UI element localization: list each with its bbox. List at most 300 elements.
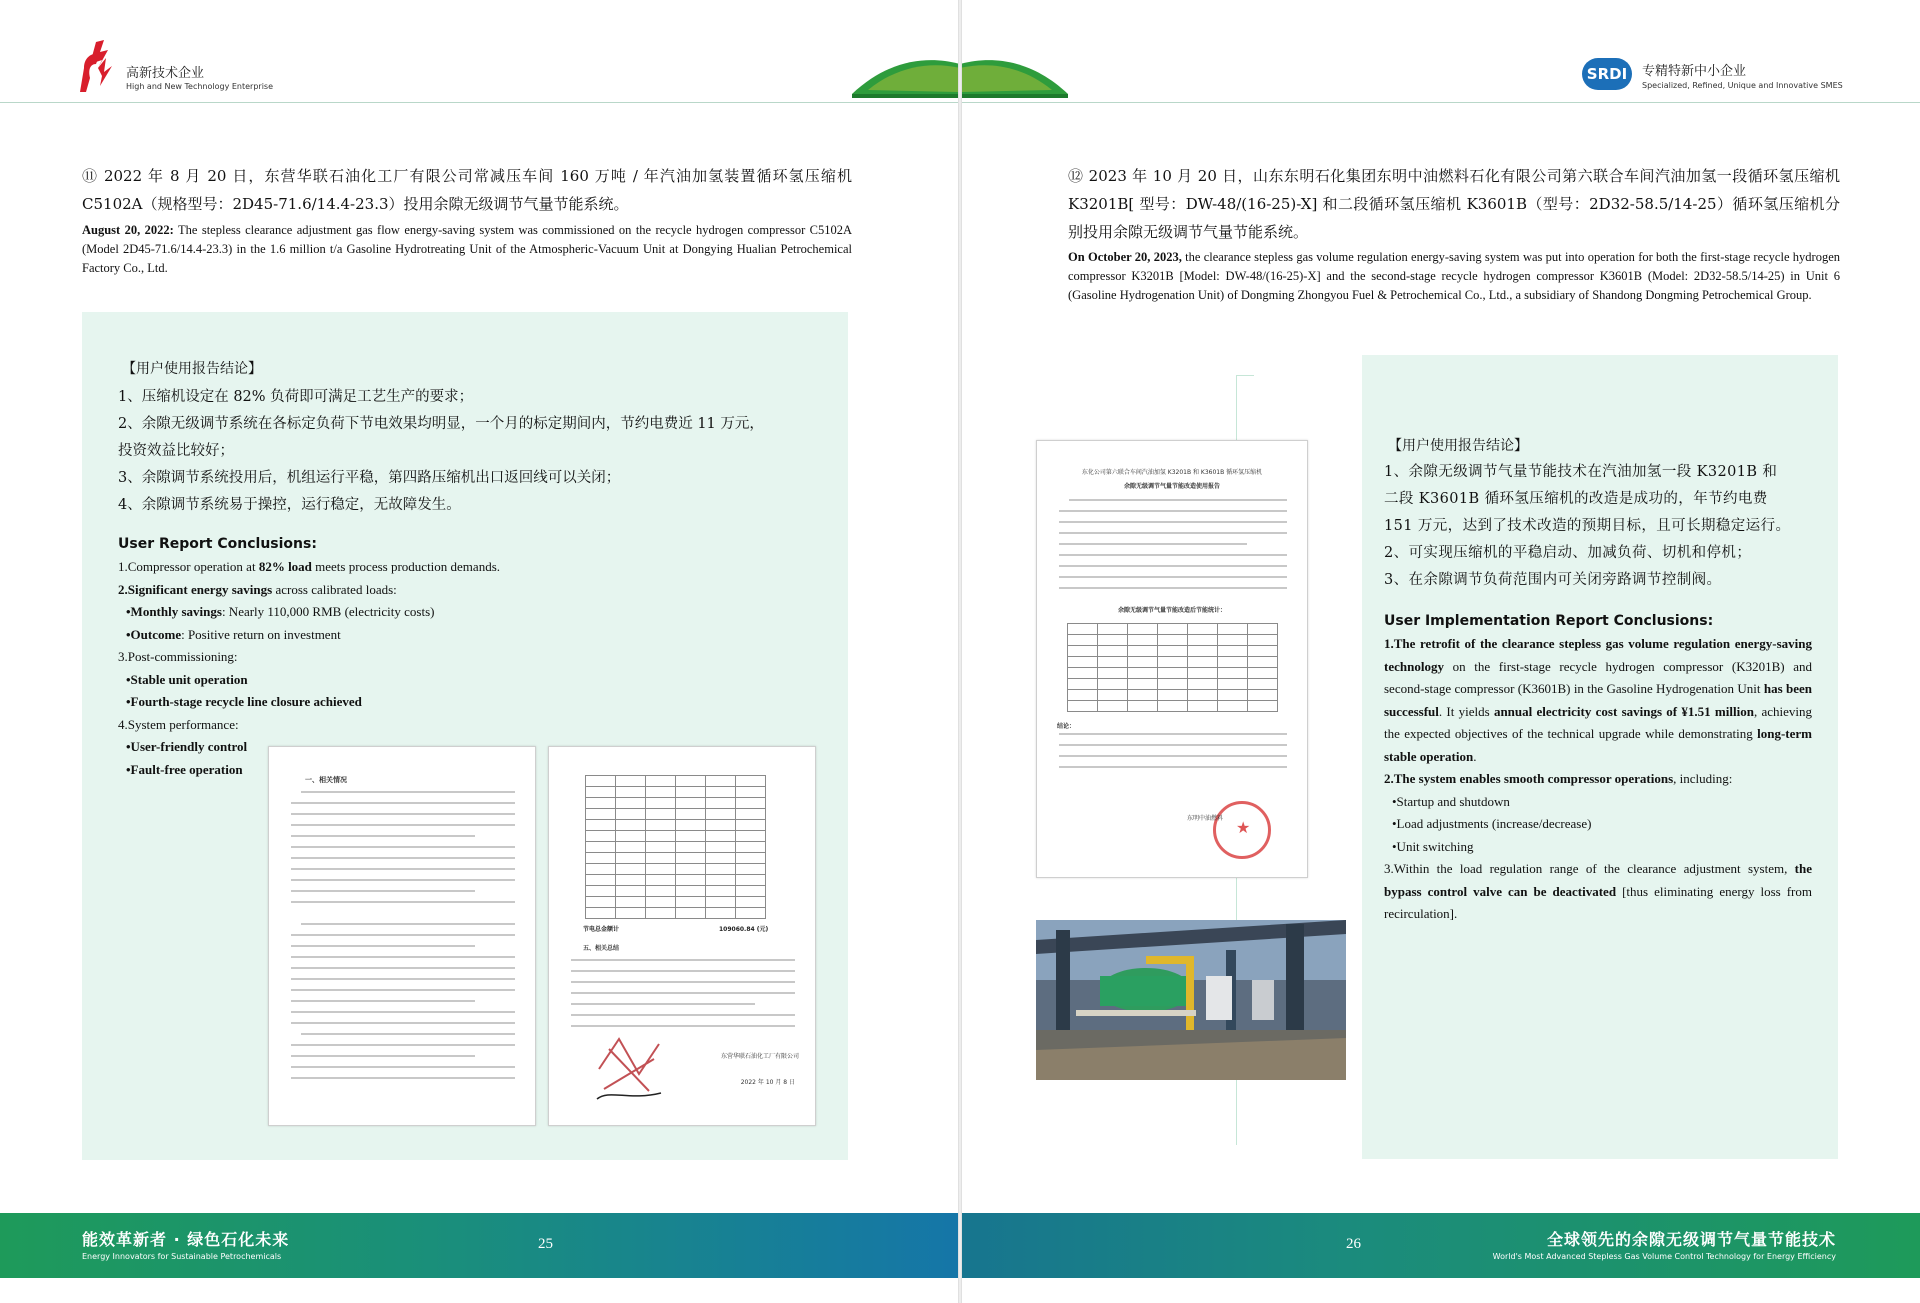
doc-b-table bbox=[585, 775, 766, 919]
left-page bbox=[0, 0, 958, 1303]
scanned-text-line bbox=[291, 1066, 515, 1068]
item-12-en-date: On October 20, 2023, bbox=[1068, 250, 1182, 264]
scanned-table-row bbox=[586, 908, 766, 919]
scanned-table-cell bbox=[1098, 679, 1128, 690]
scanned-table-cell bbox=[706, 886, 736, 897]
scanned-text-line bbox=[291, 901, 515, 903]
right-footer-slogan bbox=[1493, 1227, 1836, 1261]
scanned-text-line bbox=[291, 835, 475, 837]
scanned-table-row bbox=[586, 897, 766, 908]
scanned-table-cell bbox=[1128, 635, 1158, 646]
right-slogan-en: World's Most Advanced Stepless Gas Volume Control Technology for Energy Efficiency bbox=[1492, 1252, 1836, 1261]
scanned-text-line bbox=[1059, 532, 1287, 534]
scanned-table-cell bbox=[616, 842, 646, 853]
scanned-table-row bbox=[586, 864, 766, 875]
scanned-text-line bbox=[291, 1022, 515, 1024]
scanned-table-cell bbox=[676, 875, 706, 886]
page-number-25: 25 bbox=[538, 1236, 553, 1252]
scanned-table-cell bbox=[1188, 690, 1218, 701]
scanned-table-cell bbox=[1218, 646, 1248, 657]
scanned-table-cell bbox=[1248, 679, 1278, 690]
right-en-3-bold: the bypass control valve can be deactivated bbox=[1384, 861, 1812, 899]
item-11-en-date: August 20, 2022: bbox=[82, 223, 174, 237]
scanned-table-cell bbox=[1218, 635, 1248, 646]
left-en-item-4a: •User-friendly control bbox=[126, 739, 248, 754]
scanned-table-cell bbox=[1098, 657, 1128, 668]
scanned-table-cell bbox=[1128, 646, 1158, 657]
left-cn-line: 2、余隙无级调节系统在各标定负荷下节电效果均明显，一个月的标定期间内，节约电费近 11 万元， bbox=[118, 416, 764, 432]
right-page bbox=[962, 0, 1920, 1303]
scanned-text-line bbox=[301, 791, 515, 793]
srdi-name-en: Specialized, Refined, Unique and Innovative SMES bbox=[1642, 81, 1843, 90]
scanned-table-row bbox=[586, 875, 766, 886]
scanned-table-cell bbox=[1188, 701, 1218, 712]
scanned-table-cell bbox=[1098, 624, 1128, 635]
scanned-table-cell bbox=[646, 798, 676, 809]
right-en-1-bold3: annual electricity cost savings of ¥1.51 million bbox=[1493, 703, 1754, 719]
bottom-margin bbox=[0, 1278, 958, 1303]
scanned-table-row bbox=[586, 853, 766, 864]
item-12-en bbox=[1068, 248, 1840, 305]
scanned-text-line bbox=[1059, 587, 1287, 589]
scanned-text-line bbox=[291, 846, 515, 848]
scanned-table-cell bbox=[1158, 668, 1188, 679]
left-cn-line: 4、余隙调节系统易于操控，运行稳定，无故障发生。 bbox=[118, 497, 461, 513]
scanned-report-page-3 bbox=[1036, 440, 1308, 878]
scanned-table-cell bbox=[1098, 690, 1128, 701]
scanned-table-row bbox=[586, 776, 766, 787]
scanned-table-cell bbox=[616, 831, 646, 842]
right-slogan-cn: 全球领先的余隙无级调节气量节能技术 bbox=[1546, 1230, 1836, 1249]
scanned-table-cell bbox=[1158, 624, 1188, 635]
scanned-table-cell bbox=[736, 798, 766, 809]
right-en-3-post: [thus eliminating energy loss from recirculation]. bbox=[1384, 883, 1812, 921]
doc-c-summary-label: 结论： bbox=[1057, 723, 1076, 730]
scanned-text-line bbox=[291, 879, 515, 881]
scanned-table-cell bbox=[706, 897, 736, 908]
scanned-text-line bbox=[291, 1044, 515, 1046]
scanned-text-line bbox=[291, 890, 475, 892]
scanned-table-cell bbox=[706, 820, 736, 831]
left-en-item-2b bbox=[118, 624, 558, 647]
scanned-text-line bbox=[291, 989, 515, 991]
scanned-table-cell bbox=[616, 897, 646, 908]
scanned-table-cell bbox=[1218, 701, 1248, 712]
scanned-table-row bbox=[586, 809, 766, 820]
scanned-table-cell bbox=[1128, 690, 1158, 701]
left-en-2b-post: : Positive return on investment bbox=[181, 626, 341, 642]
scanned-table-cell bbox=[1218, 690, 1248, 701]
left-en-2-bold: 2.Significant energy savings bbox=[118, 581, 273, 597]
page-number-26: 26 bbox=[1346, 1236, 1361, 1252]
item-11-en-body: The stepless clearance adjustment gas flow energy-saving system was commissioned on the recycle hydrogen compressor C5102A (Model 2D45-71.6/14.4-23.3) in the 1.6 million t/a Gasoline Hydrotreating Unit of the Atmospheric-Vacuum Unit at Dongying Hualian Petrochemical Factory Co., Ltd. bbox=[82, 223, 852, 275]
left-en-2a-bold: •Monthly savings bbox=[126, 604, 222, 619]
scanned-table-cell bbox=[736, 787, 766, 798]
left-footer-slogan bbox=[82, 1227, 289, 1261]
right-en-1-mid: on the first-stage recycle hydrogen compressor (K3201B) and second-stage compressor (K3601B) in the Gasoline Hydrogenation Unit bbox=[1384, 658, 1812, 696]
left-en-item-1 bbox=[118, 556, 558, 579]
scanned-table-cell bbox=[616, 864, 646, 875]
scanned-text-line bbox=[1059, 755, 1287, 757]
doc-b-total-value: 109060.84 (元) bbox=[719, 926, 769, 933]
left-footer-band bbox=[0, 1213, 958, 1278]
right-en-2-bold: 2.The system enables smooth compressor operations bbox=[1384, 771, 1674, 786]
right-en-1-end: . bbox=[1473, 748, 1477, 764]
left-en-1-pre: 1.Compressor operation at bbox=[118, 559, 259, 574]
scanned-table-cell bbox=[646, 787, 676, 798]
scanned-table-cell bbox=[646, 831, 676, 842]
scanned-table-cell bbox=[1068, 624, 1098, 635]
scanned-table-row bbox=[586, 798, 766, 809]
scanned-text-line bbox=[291, 1000, 475, 1002]
scanned-text-line bbox=[1069, 499, 1287, 501]
scanned-table-cell bbox=[1218, 657, 1248, 668]
right-footer-band bbox=[962, 1213, 1920, 1278]
scanned-text-line bbox=[571, 1003, 755, 1005]
scanned-table-row bbox=[586, 831, 766, 842]
scanned-table-cell bbox=[1068, 701, 1098, 712]
scanned-table-cell bbox=[586, 875, 616, 886]
right-panel-cn-list bbox=[1384, 459, 1824, 594]
scanned-table-cell bbox=[706, 787, 736, 798]
scanned-table-cell bbox=[1068, 646, 1098, 657]
scanned-table-cell bbox=[706, 809, 736, 820]
right-en-3-pre: 3.Within the load regulation range of the clearance adjustment system, bbox=[1384, 861, 1795, 876]
left-en-item-4: 4.System performance: bbox=[118, 716, 239, 732]
scanned-table-cell bbox=[706, 875, 736, 886]
scanned-table-cell bbox=[586, 831, 616, 842]
scanned-text-line bbox=[571, 970, 795, 972]
item-11-cn: ⑪ 2022 年 8 月 20 日，东营华联石油化工厂有限公司常减压车间 160 万吨 / 年汽油加氢装置循环氢压缩机 C5102A（规格型号：2D45-71.6/14.4-23.3）投用余隙无级调节气量节能系统。 bbox=[82, 167, 852, 213]
scanned-table-cell bbox=[676, 842, 706, 853]
scanned-table-cell bbox=[706, 864, 736, 875]
scanned-table-cell bbox=[646, 842, 676, 853]
scanned-text-line bbox=[571, 1014, 795, 1016]
left-en-heading: User Report Conclusions: bbox=[118, 536, 317, 552]
right-panel-title: 【用户使用报告结论】 bbox=[1388, 438, 1528, 454]
scanned-table-cell bbox=[646, 820, 676, 831]
scanned-table-cell bbox=[706, 908, 736, 919]
doc-c-title-1: 东化公司第六联合车间汽油加氢 K3201B 和 K3601B 循环氢压缩机 bbox=[1081, 469, 1263, 476]
right-en-item-2b: •Load adjustments (increase/decrease) bbox=[1392, 816, 1592, 831]
scanned-table-cell bbox=[1218, 624, 1248, 635]
left-en-item-3b: •Fourth-stage recycle line closure achieved bbox=[126, 694, 362, 709]
scanned-table-cell bbox=[586, 809, 616, 820]
scanned-table-cell bbox=[676, 809, 706, 820]
doc-b-section: 五、相关总结 bbox=[583, 945, 620, 952]
scanned-table-cell bbox=[646, 776, 676, 787]
scanned-table-cell bbox=[706, 842, 736, 853]
doc-b-date: 2022 年 10 月 8 日 bbox=[740, 1079, 795, 1086]
scanned-text-line bbox=[291, 934, 515, 936]
scanned-table-cell bbox=[1068, 657, 1098, 668]
scanned-table-cell bbox=[1188, 657, 1218, 668]
scanned-table-row bbox=[1068, 624, 1278, 635]
right-en-1-mid2: . It yields bbox=[1438, 703, 1494, 719]
scanned-table-cell bbox=[1218, 668, 1248, 679]
srdi-logo-badge: SRDI bbox=[1582, 58, 1632, 90]
scanned-table-cell bbox=[1188, 679, 1218, 690]
left-panel-title: 【用户使用报告结论】 bbox=[122, 361, 262, 377]
header-divider-right bbox=[962, 102, 1920, 103]
scanned-table-row bbox=[586, 820, 766, 831]
doc-c-table bbox=[1067, 623, 1278, 712]
left-cn-line: 投资效益比较好； bbox=[118, 443, 234, 459]
scanned-table-cell bbox=[706, 853, 736, 864]
scanned-table-cell bbox=[1188, 646, 1218, 657]
scanned-text-line bbox=[571, 1025, 795, 1027]
scanned-table-cell bbox=[1128, 679, 1158, 690]
right-cn-line: 二段 K3601B 循环氢压缩机的改造是成功的，年节约电费 bbox=[1384, 491, 1768, 507]
scanned-table-cell bbox=[736, 853, 766, 864]
left-en-1-bold: 82% load bbox=[258, 559, 312, 574]
scanned-table-cell bbox=[586, 776, 616, 787]
scanned-text-line bbox=[1059, 733, 1287, 735]
doc-a-heading: 一、相关情况 bbox=[305, 776, 347, 784]
scanned-text-line bbox=[571, 992, 795, 994]
scanned-table-cell bbox=[1158, 657, 1188, 668]
scanned-table-cell bbox=[676, 820, 706, 831]
left-en-2-post: across calibrated loads: bbox=[272, 581, 397, 597]
right-en-1-mid3: , achieving the expected objectives of the technical upgrade while demonstrating bbox=[1384, 703, 1812, 741]
scanned-table-cell bbox=[1248, 635, 1278, 646]
scanned-report-page-1 bbox=[268, 746, 536, 1126]
seal-star-icon: ★ bbox=[1236, 818, 1251, 837]
right-report-panel bbox=[1362, 355, 1838, 1159]
left-en-item-2 bbox=[118, 579, 558, 602]
right-en-item-3 bbox=[1384, 858, 1812, 926]
scanned-table-row bbox=[586, 787, 766, 798]
scanned-table-cell bbox=[1248, 646, 1278, 657]
scanned-report-page-2 bbox=[548, 746, 816, 1126]
right-en-item-2a: •Startup and shutdown bbox=[1392, 793, 1510, 809]
scanned-text-line bbox=[291, 857, 515, 859]
scanned-table-cell bbox=[1098, 668, 1128, 679]
right-en-1-bold2: has been successful bbox=[1384, 681, 1812, 719]
scanned-table-cell bbox=[1158, 646, 1188, 657]
right-en-item-1 bbox=[1384, 633, 1812, 768]
scanned-table-cell bbox=[1188, 635, 1218, 646]
left-slogan-cn: 能效革新者 · 绿色石化未来 bbox=[82, 1230, 290, 1249]
scanned-table-cell bbox=[586, 798, 616, 809]
scanned-table-cell bbox=[616, 776, 646, 787]
scanned-text-line bbox=[1059, 543, 1247, 545]
scanned-table-cell bbox=[1128, 657, 1158, 668]
scanned-table-row bbox=[1068, 646, 1278, 657]
scanned-table-row bbox=[1068, 657, 1278, 668]
compressor-installation-photo bbox=[1036, 920, 1346, 1080]
scanned-table-cell bbox=[1098, 635, 1128, 646]
scanned-table-cell bbox=[1128, 624, 1158, 635]
scanned-table-cell bbox=[706, 798, 736, 809]
scanned-text-line bbox=[1059, 565, 1287, 567]
scanned-table-cell bbox=[586, 864, 616, 875]
scanned-table-cell bbox=[676, 798, 706, 809]
scanned-table-cell bbox=[1188, 624, 1218, 635]
scanned-table-cell bbox=[676, 853, 706, 864]
scanned-table-cell bbox=[586, 853, 616, 864]
logo-name-en: High and New Technology Enterprise bbox=[126, 82, 274, 91]
doc-c-table-title: 余隙无级调节气量节能改造后节能统计： bbox=[1117, 607, 1226, 614]
scanned-text-line bbox=[291, 802, 515, 804]
doc-b-total-label: 节电总金额计 bbox=[583, 926, 620, 933]
scanned-table-row bbox=[586, 886, 766, 897]
scanned-table-cell bbox=[646, 897, 676, 908]
scanned-table-cell bbox=[1158, 635, 1188, 646]
scanned-table-cell bbox=[646, 809, 676, 820]
scanned-text-line bbox=[1059, 576, 1287, 578]
left-en-item-4b: •Fault-free operation bbox=[126, 761, 243, 777]
right-en-2-post: , including: bbox=[1673, 771, 1733, 786]
logo-name-cn: 高新技术企业 bbox=[126, 66, 205, 81]
scanned-text-line bbox=[571, 959, 795, 961]
left-cn-line: 1、压缩机设定在 82% 负荷即可满足工艺生产的要求； bbox=[118, 389, 474, 405]
scanned-table-cell bbox=[1218, 679, 1248, 690]
scanned-table-cell bbox=[586, 842, 616, 853]
left-logo-text bbox=[126, 62, 273, 91]
scanned-table-cell bbox=[616, 853, 646, 864]
item-12-en-body: the clearance stepless gas volume regulation energy-saving system was put into operation for both the first-stage recycle hydrogen compressor K3201B [Model: DW-48/(16-25)-X] and the second-stage recycle hydrogen compressor K3601B (Model: 2D32-58.5/14-25) in Unit 6 (Gasoline Hydrogenation Unit) of Dongming Zhongyou Fuel & Petrochemical Co., Ltd., a subsidiary of Shandong Dongming Petrochemical Group. bbox=[1068, 250, 1841, 302]
scanned-table-cell bbox=[1158, 701, 1188, 712]
scanned-table-cell bbox=[676, 886, 706, 897]
scanned-text-line bbox=[1059, 521, 1287, 523]
scanned-table-cell bbox=[676, 897, 706, 908]
scanned-table-cell bbox=[1068, 635, 1098, 646]
scanned-text-line bbox=[571, 981, 795, 983]
scanned-table-cell bbox=[616, 820, 646, 831]
scanned-table-cell bbox=[736, 776, 766, 787]
scanned-text-line bbox=[291, 868, 515, 870]
right-logo-text bbox=[1642, 60, 1843, 90]
scanned-table-row bbox=[1068, 701, 1278, 712]
scanned-table-cell bbox=[1128, 701, 1158, 712]
scanned-table-cell bbox=[616, 908, 646, 919]
scanned-table-row bbox=[1068, 635, 1278, 646]
scanned-table-cell bbox=[1248, 701, 1278, 712]
scanned-text-line bbox=[291, 1055, 475, 1057]
scanned-table-row bbox=[1068, 679, 1278, 690]
scanned-text-line bbox=[291, 978, 515, 980]
signature-stamp-icon bbox=[589, 1029, 669, 1109]
scanned-table-cell bbox=[646, 908, 676, 919]
left-en-item-2a bbox=[118, 601, 558, 624]
scanned-table-cell bbox=[736, 820, 766, 831]
left-panel-cn-list bbox=[118, 384, 818, 519]
scanned-text-line bbox=[301, 1033, 515, 1035]
doc-c-company: 东明中油燃料 bbox=[1187, 815, 1224, 822]
scanned-table-cell bbox=[1158, 690, 1188, 701]
scanned-table-cell bbox=[586, 787, 616, 798]
scanned-table-cell bbox=[1248, 690, 1278, 701]
right-cn-line: 2、可实现压缩机的平稳启动、加减负荷、切机和停机； bbox=[1384, 545, 1752, 561]
scanned-table-cell bbox=[1068, 690, 1098, 701]
scanned-table-cell bbox=[676, 831, 706, 842]
scanned-table-cell bbox=[1248, 624, 1278, 635]
scanned-text-line bbox=[301, 923, 515, 925]
scanned-text-line bbox=[1059, 744, 1287, 746]
scanned-table-cell bbox=[676, 864, 706, 875]
scanned-table-cell bbox=[736, 809, 766, 820]
item-11-en bbox=[82, 221, 852, 278]
bottom-margin-right bbox=[962, 1278, 1920, 1303]
scanned-table-cell bbox=[706, 831, 736, 842]
right-en-item-2 bbox=[1384, 768, 1812, 791]
scanned-table-cell bbox=[616, 787, 646, 798]
scanned-table-row bbox=[1068, 690, 1278, 701]
scanned-text-line bbox=[1059, 510, 1287, 512]
scanned-table-cell bbox=[616, 798, 646, 809]
scanned-table-cell bbox=[616, 809, 646, 820]
scanned-text-line bbox=[291, 967, 515, 969]
scanned-table-cell bbox=[586, 820, 616, 831]
left-en-2b-bold: •Outcome bbox=[126, 626, 182, 642]
scanned-text-line bbox=[291, 1011, 515, 1013]
scanned-table-cell bbox=[1248, 657, 1278, 668]
scanned-table-cell bbox=[646, 886, 676, 897]
scanned-table-cell bbox=[736, 886, 766, 897]
scanned-table-row bbox=[1068, 668, 1278, 679]
left-en-2a-post: : Nearly 110,000 RMB (electricity costs) bbox=[221, 604, 435, 619]
doc-c-title-2: 余隙无级调节气量节能改造使用报告 bbox=[1123, 483, 1220, 490]
scanned-table-cell bbox=[1158, 679, 1188, 690]
scanned-table-cell bbox=[676, 908, 706, 919]
high-tech-enterprise-logo-icon bbox=[76, 38, 122, 94]
right-cn-line: 1、余隙无级调节气量节能技术在汽油加氢一段 K3201B 和 bbox=[1384, 464, 1778, 480]
left-en-item-3a: •Stable unit operation bbox=[126, 671, 248, 687]
right-en-1-bold4: long-term stable operation bbox=[1384, 726, 1812, 764]
scanned-text-line bbox=[1059, 554, 1287, 556]
scanned-table-cell bbox=[1098, 701, 1128, 712]
left-slogan-en: Energy Innovators for Sustainable Petrochemicals bbox=[82, 1252, 282, 1261]
scanned-table-cell bbox=[736, 897, 766, 908]
scanned-text-line bbox=[1059, 766, 1287, 768]
scanned-text-line bbox=[291, 813, 515, 815]
item-12-cn: ⑫ 2023 年 10 月 20 日，山东东明石化集团东明中油燃料石化有限公司第六联合车间汽油加氢一段循环氢压缩机 K3201B[ 型号：DW-48/(16-25)-X] 和二段循环氢压缩机 K3601B（型号：2D32-58.5/14-25）循环氢压缩机分别投用余隙无级调节气量节能系统。 bbox=[1068, 167, 1840, 241]
scanned-text-line bbox=[291, 824, 515, 826]
scanned-table-cell bbox=[1248, 668, 1278, 679]
header-divider bbox=[0, 102, 958, 103]
scanned-table-cell bbox=[736, 908, 766, 919]
scanned-table-cell bbox=[736, 875, 766, 886]
scanned-table-cell bbox=[616, 886, 646, 897]
scanned-table-cell bbox=[736, 831, 766, 842]
doc-b-company: 东营华联石油化工厂有限公司 bbox=[720, 1053, 799, 1060]
scanned-table-cell bbox=[616, 875, 646, 886]
right-cn-line: 151 万元，达到了技术改造的预期目标，且可长期稳定运行。 bbox=[1384, 518, 1791, 534]
right-en-item-2c: •Unit switching bbox=[1392, 838, 1474, 854]
scanned-table-cell bbox=[676, 776, 706, 787]
scanned-table-cell bbox=[1188, 668, 1218, 679]
scanned-table-cell bbox=[646, 853, 676, 864]
scanned-table-cell bbox=[646, 864, 676, 875]
srdi-name-cn: 专精特新中小企业 bbox=[1642, 64, 1747, 79]
scanned-table-row bbox=[586, 842, 766, 853]
open-book-icon-right-half bbox=[962, 54, 1070, 98]
scanned-table-cell bbox=[646, 875, 676, 886]
scanned-table-cell bbox=[586, 897, 616, 908]
open-book-icon bbox=[850, 54, 958, 98]
scanned-table-cell bbox=[1068, 679, 1098, 690]
scanned-table-cell bbox=[586, 886, 616, 897]
scanned-table-cell bbox=[706, 776, 736, 787]
right-en-list bbox=[1384, 633, 1812, 926]
scanned-text-line bbox=[291, 956, 515, 958]
scanned-table-cell bbox=[1098, 646, 1128, 657]
scanned-text-line bbox=[291, 1077, 515, 1079]
company-seal-icon bbox=[1213, 801, 1271, 859]
right-en-1-bold: 1.The retrofit of the clearance stepless gas volume regulation energy-saving technology bbox=[1384, 636, 1812, 674]
scanned-table-cell bbox=[586, 908, 616, 919]
